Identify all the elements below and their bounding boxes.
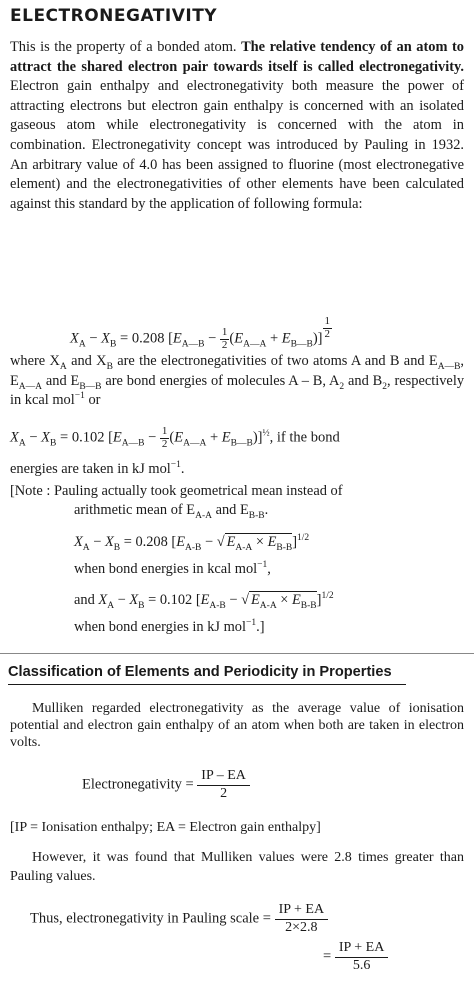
intro-lead: This is the property of a bonded atom. (10, 39, 242, 55)
note-formula-kj: and $X_A - X_B = 0.102$ [$E_{A-B}$ − √ $E_{A-A} \times E_{B-B}]^{1/2}$ (74, 591, 334, 611)
half-fraction: $\frac{1}{2}$ (221, 326, 228, 351)
energies-line: energies are taken in kJ mol$^{-1}$. (10, 460, 185, 477)
ip-ea-legend: [IP = Ionisation enthalpy; EA = Electron gain enthalpy] (10, 820, 321, 835)
pauling-formula-kcal: $X_A - X_B = 0.208$ [$E_{A—B}$ − $\frac{1}{2}$ $(E_{A—A} + E_{B—B})$] $\frac{1}{2}$ (70, 315, 330, 351)
intro-rest: Electron gain enthalpy and electronegativity both measure the power of attracting electrons but electron gain enthalpy is concerned with an isolated gaseous atom while electronegativity is concerned with the atom in combination. Electronegativity concept was introduced by Pauling in 1932. An arbitrary value of 4.0 has been assigned to fluorine (most electronegative element) and the electronegativities of other elements have been calculated against this standard by the application of following formula: (10, 78, 464, 212)
pauling-scale-formula: Thus, electronegativity in Pauling scale = $\frac{IP + EA}{2\times 2.8}$ (30, 902, 328, 936)
where-paragraph: where $X_A$ and $X_B$ are the electronegativities of two atoms A and B and $E_{A—B}$, $E_{A—A}$ and $E_{B—B}$ are bond energies of molecules A – B, $A_2$ and $B_2$, respectively in kcal mol$^{-1}$ or (10, 353, 465, 409)
intro-definition: The relative tendency of an atom to attract the shared electron pair towards itself is called electronegativity. (10, 39, 464, 75)
note-line-2: arithmetic mean of $E_{A-A}$ and $E_{B-B}$. (74, 502, 269, 521)
note-line-1: [Note : Pauling actually took geometrical mean instead of (10, 483, 343, 499)
mulliken-paragraph: Mulliken regarded electronegativity as the average value of ionisation potential and electron gain enthalpy of an atom when both are taken in electron volts. (10, 701, 464, 750)
exponent-fraction: $\frac{1}{2}$ (324, 315, 330, 340)
pauling-formula-kj: $X_A - X_B = 0.102$ [$E_{A—B}$ − $\frac{1}{2}$ $(E_{A—A} + E_{B—B})]^{\frac{1}{2}}$, if the bond (10, 425, 340, 450)
mulliken-formula: Electronegativity = $\frac{IP - EA}{2}$ (82, 768, 250, 802)
section-title: Classification of Elements and Periodicity in Properties (8, 664, 392, 680)
intro-paragraph (10, 38, 464, 214)
formula1-coefficient: 0.208 (131, 330, 165, 347)
note-formula-kcal: $X_A - X_B = 0.208$ [$E_{A-B}$ − √ $E_{A-A} \times E_{B-B}]^{1/2}$ (74, 533, 310, 553)
pauling-scale-simplified: = $\frac{IP + EA}{5.6}$ (323, 940, 388, 974)
note-when-kj: when bond energies in kJ mol$^{-1}$.] (74, 618, 265, 635)
section-underline (8, 684, 406, 685)
page-title: ELECTRONEGATIVITY (10, 6, 218, 26)
note-when-kcal: when bond energies in kcal mol$^{-1}$, (74, 560, 271, 577)
however-paragraph: However, it was found that Mulliken values were 2.8 times greater than Pauling values. (10, 850, 464, 884)
section-divider (0, 653, 474, 654)
